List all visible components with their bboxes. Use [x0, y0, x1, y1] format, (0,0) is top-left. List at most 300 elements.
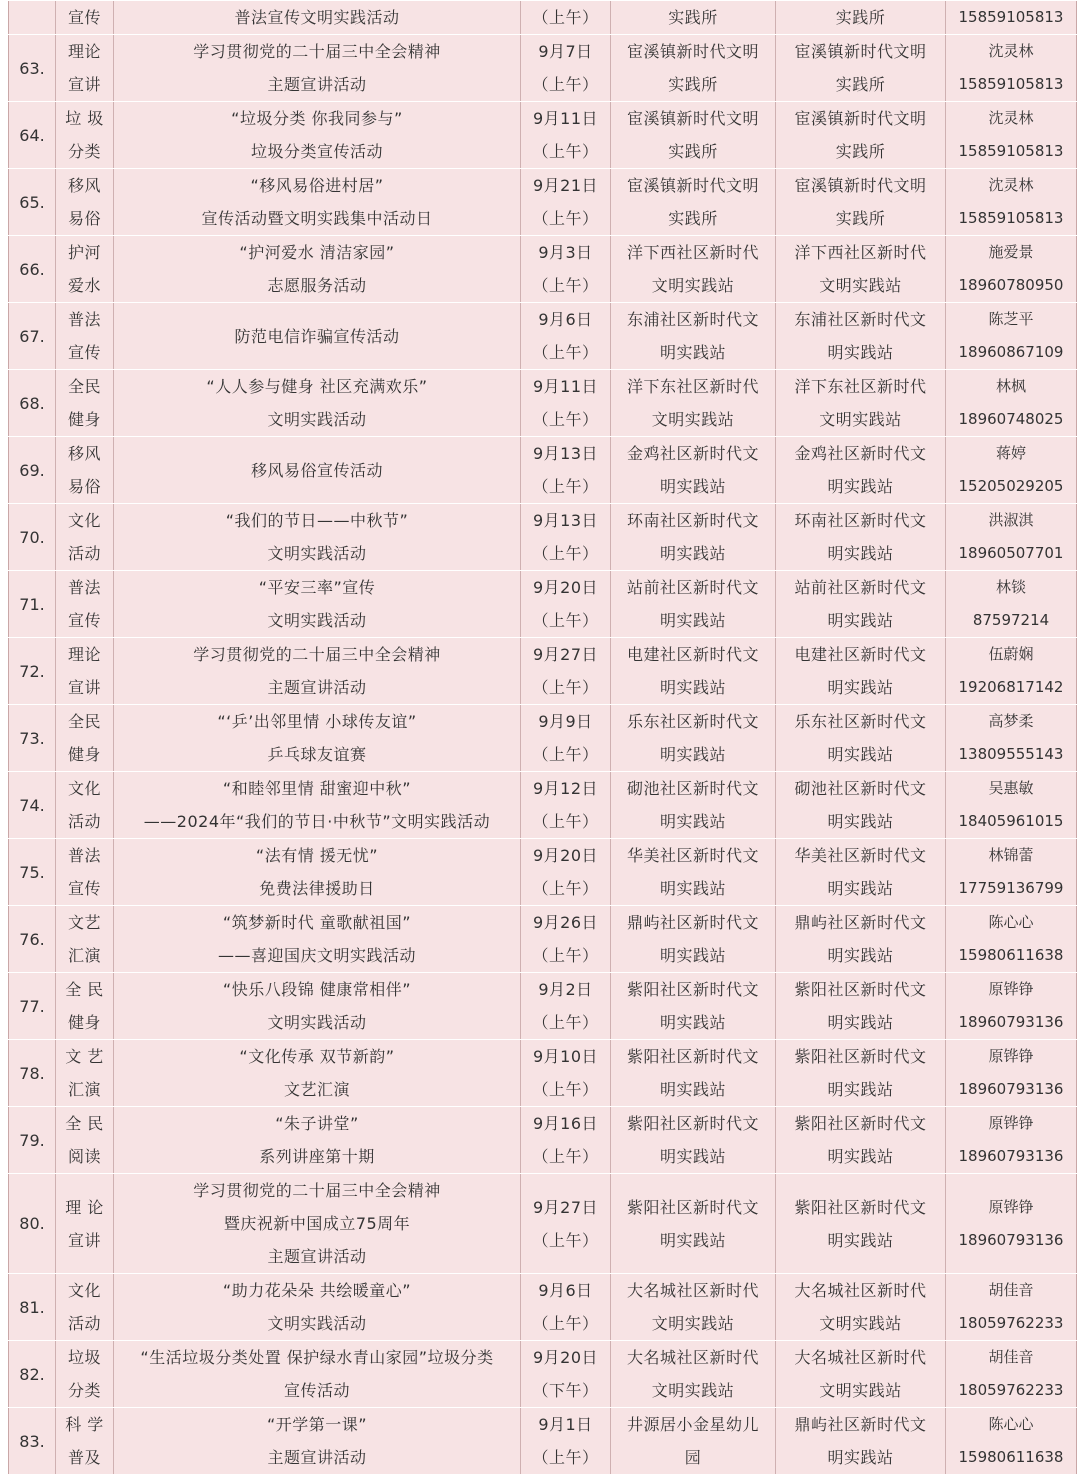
- location-cell: [776, 1107, 946, 1174]
- location-cell: [776, 169, 946, 236]
- date-cell-line: 9月27日: [532, 1197, 599, 1217]
- category-cell: [56, 705, 114, 772]
- date-cell-line: （上午）: [532, 343, 599, 362]
- date-cell-line: （上午）: [532, 8, 599, 27]
- table-row: [9, 437, 1077, 504]
- category-cell-line: 汇演: [67, 946, 101, 965]
- location-cell-line: 洋下东社区新时代: [794, 377, 927, 396]
- date-cell-line: 9月26日: [532, 913, 599, 932]
- contact-cell-line: 伍蔚娴: [988, 645, 1034, 663]
- activity-cell-line: “开学第一课”: [266, 1415, 368, 1434]
- table-row: [9, 370, 1077, 437]
- activity-cell-line: “护河爱水 清洁家园”: [239, 243, 395, 262]
- activity-cell: [114, 906, 521, 973]
- date-cell: [521, 1341, 611, 1408]
- location-cell-line: 文明实践站: [819, 1314, 902, 1333]
- category-cell: [56, 839, 114, 906]
- location-cell-line: 大名城社区新时代: [794, 1281, 927, 1300]
- activity-cell: [114, 35, 521, 102]
- activity-cell-line: “移风易俗进村居”: [250, 176, 384, 195]
- contact-cell: [946, 705, 1077, 772]
- date-cell-line: （上午）: [532, 1080, 599, 1099]
- organizer-cell: [611, 370, 776, 437]
- date-cell-line: （上午）: [532, 142, 599, 161]
- organizer-cell-line: 电建社区新时代文: [626, 645, 759, 664]
- date-cell-line: （上午）: [532, 1314, 599, 1333]
- category-cell-line: 阅读: [67, 1147, 101, 1166]
- contact-cell-line: 18960780950: [958, 276, 1064, 294]
- location-cell: [776, 571, 946, 638]
- contact-cell-line: 沈灵林: [988, 109, 1034, 127]
- date-cell-line: （上午）: [532, 75, 599, 94]
- location-cell: [776, 1, 946, 35]
- location-cell: [776, 1174, 946, 1274]
- date-cell-line: （上午）: [532, 611, 599, 630]
- location-cell-line: 明实践站: [827, 1230, 894, 1250]
- location-cell-line: 鼎屿社区新时代文: [794, 1415, 927, 1434]
- organizer-cell-line: 明实践站: [659, 745, 726, 764]
- location-cell-line: 明实践站: [827, 745, 894, 764]
- organizer-cell-line: 实践所: [668, 142, 718, 161]
- organizer-cell-line: 明实践站: [659, 946, 726, 965]
- location-cell: [776, 1040, 946, 1107]
- organizer-cell-line: 紫阳社区新时代文: [626, 1047, 759, 1066]
- contact-cell-line: 15980611638: [958, 946, 1064, 964]
- category-cell-line: 全民: [67, 712, 101, 731]
- location-cell-line: 明实践站: [827, 879, 894, 898]
- category-cell-line: 分类: [67, 142, 101, 161]
- location-cell: [776, 1274, 946, 1341]
- row-number-cell: 67.: [9, 303, 56, 370]
- location-cell-line: 华美社区新时代文: [794, 846, 927, 865]
- date-cell: [521, 973, 611, 1040]
- category-cell-line: 健身: [67, 745, 101, 764]
- activity-cell-line: “我们的节日——中秋节”: [225, 511, 409, 530]
- activity-cell-line: 主题宣讲活动: [267, 75, 367, 94]
- category-cell-line: 移风: [67, 176, 101, 195]
- category-cell-line: 汇演: [67, 1080, 101, 1099]
- category-cell: [56, 1107, 114, 1174]
- date-cell-line: （上午）: [532, 1230, 599, 1250]
- date-cell-line: （上午）: [532, 812, 599, 831]
- location-cell-line: 明实践站: [827, 1013, 894, 1032]
- organizer-cell-line: 宦溪镇新时代文明: [626, 42, 759, 61]
- contact-cell-line: 林锦蕾: [988, 846, 1034, 864]
- contact-cell-line: 胡佳音: [988, 1348, 1034, 1366]
- location-cell-line: 明实践站: [827, 544, 894, 563]
- activity-cell: [114, 437, 521, 504]
- category-cell: [56, 973, 114, 1040]
- organizer-cell-line: 园: [684, 1448, 702, 1467]
- date-cell-line: 9月6日: [538, 310, 593, 329]
- category-cell-line: 分类: [67, 1381, 101, 1400]
- contact-cell: [946, 504, 1077, 571]
- location-cell-line: 鼎屿社区新时代文: [794, 913, 927, 932]
- date-cell: [521, 236, 611, 303]
- category-cell-line: 普及: [67, 1448, 101, 1467]
- activity-cell-line: ——2024年“我们的节日·中秋节”文明实践活动: [143, 812, 491, 831]
- date-cell: [521, 638, 611, 705]
- activity-cell-line: 乒乓球友谊赛: [267, 745, 367, 764]
- category-cell-line: 爱水: [67, 276, 101, 295]
- date-cell-line: 9月3日: [538, 243, 593, 262]
- date-cell: [521, 437, 611, 504]
- category-cell: [56, 1274, 114, 1341]
- date-cell-line: 9月20日: [532, 1348, 599, 1367]
- date-cell-line: 9月13日: [532, 511, 599, 530]
- activity-cell-line: 垃圾分类宣传活动: [250, 142, 383, 161]
- activity-cell-line: 宣传活动: [283, 1381, 350, 1400]
- activity-cell: [114, 1107, 521, 1174]
- location-cell-line: 明实践站: [827, 1147, 894, 1166]
- contact-cell: [946, 1274, 1077, 1341]
- activity-cell-line: ——喜迎国庆文明实践活动: [217, 946, 416, 965]
- table-row: [9, 571, 1077, 638]
- organizer-cell-line: 文明实践站: [651, 410, 735, 429]
- activity-cell-line: 文明实践活动: [267, 1314, 367, 1333]
- organizer-cell-line: 宦溪镇新时代文明: [626, 109, 759, 128]
- category-cell-line: 普法: [67, 310, 101, 329]
- contact-cell-line: 18960748025: [958, 410, 1064, 428]
- activity-cell-line: 防范电信诈骗宣传活动: [234, 326, 400, 346]
- organizer-cell: [611, 638, 776, 705]
- location-cell-line: 紫阳社区新时代文: [794, 1047, 927, 1066]
- contact-cell-line: 沈灵林: [988, 176, 1034, 194]
- category-cell: [56, 1, 114, 35]
- activity-cell-line: 文艺汇演: [283, 1080, 350, 1099]
- table-row: [9, 504, 1077, 571]
- date-cell-line: 9月13日: [532, 444, 599, 463]
- contact-cell-line: 15205029205: [958, 477, 1064, 495]
- category-cell-line: 垃 圾: [65, 109, 104, 128]
- location-cell-line: 紫阳社区新时代文: [794, 1114, 927, 1133]
- organizer-cell: [611, 1, 776, 35]
- category-cell: [56, 102, 114, 169]
- table-row: [9, 1107, 1077, 1174]
- category-cell-line: 宣传: [67, 879, 101, 898]
- location-cell-line: 东浦社区新时代文: [794, 310, 927, 329]
- organizer-cell-line: 明实践站: [659, 879, 726, 898]
- date-cell: [521, 1174, 611, 1274]
- contact-cell: [946, 102, 1077, 169]
- location-cell-line: 明实践站: [827, 477, 894, 496]
- table-row: [9, 973, 1077, 1040]
- date-cell: [521, 504, 611, 571]
- row-number-cell: 83.: [9, 1408, 56, 1475]
- category-cell-line: 文化: [67, 779, 101, 798]
- date-cell-line: （上午）: [532, 678, 599, 697]
- activity-cell: [114, 1, 521, 35]
- category-cell-line: 活动: [67, 544, 101, 563]
- contact-cell-line: 15859105813: [958, 8, 1064, 26]
- organizer-cell-line: 大名城社区新时代: [626, 1348, 759, 1367]
- location-cell-line: 明实践站: [827, 1448, 894, 1467]
- contact-cell: [946, 638, 1077, 705]
- contact-cell: [946, 35, 1077, 102]
- row-number-cell: 70.: [9, 504, 56, 571]
- row-number-cell: 64.: [9, 102, 56, 169]
- organizer-cell-line: 明实践站: [659, 343, 726, 362]
- activity-cell-line: “法有情 援无忧”: [255, 846, 379, 865]
- activity-cell-line: 文明实践活动: [267, 1013, 367, 1032]
- organizer-cell-line: 洋下西社区新时代: [626, 243, 759, 262]
- row-number-cell: 71.: [9, 571, 56, 638]
- location-cell: [776, 504, 946, 571]
- activity-cell-line: “生活垃圾分类处置 保护绿水青山家园”垃圾分类: [140, 1348, 494, 1367]
- organizer-cell-line: 明实践站: [659, 1080, 726, 1099]
- contact-cell-line: 高梦柔: [988, 712, 1034, 730]
- table-row: [9, 839, 1077, 906]
- contact-cell-line: 15859105813: [958, 209, 1064, 227]
- date-cell-line: 9月1日: [538, 1415, 593, 1434]
- activity-cell: [114, 303, 521, 370]
- date-cell: [521, 1274, 611, 1341]
- contact-cell-line: 18960793136: [958, 1080, 1064, 1098]
- row-number-cell: 72.: [9, 638, 56, 705]
- activity-cell-line: 学习贯彻党的二十届三中全会精神: [193, 42, 441, 61]
- activity-cell-line: 志愿服务活动: [267, 276, 367, 295]
- location-cell-line: 实践所: [835, 209, 886, 228]
- organizer-cell-line: 实践所: [668, 8, 718, 27]
- contact-cell-line: 原铧铮: [988, 1047, 1034, 1065]
- contact-cell-line: 吴惠敏: [988, 779, 1034, 797]
- date-cell: [521, 102, 611, 169]
- contact-cell-line: 18059762233: [958, 1314, 1064, 1332]
- activity-cell-line: 文明实践活动: [267, 611, 367, 630]
- date-cell-line: （上午）: [532, 544, 599, 563]
- activity-cell: [114, 571, 521, 638]
- category-cell-line: 易俗: [67, 209, 101, 228]
- contact-cell-line: 林锬: [995, 578, 1026, 596]
- activity-cell: [114, 772, 521, 839]
- contact-cell: [946, 1, 1077, 35]
- location-cell: [776, 437, 946, 504]
- location-cell: [776, 973, 946, 1040]
- category-cell-line: 理论: [67, 42, 101, 61]
- location-cell: [776, 638, 946, 705]
- location-cell-line: 紫阳社区新时代文: [794, 980, 927, 999]
- row-number-cell: 76.: [9, 906, 56, 973]
- date-cell: [521, 1408, 611, 1475]
- location-cell-line: 乐东社区新时代文: [794, 712, 927, 731]
- category-cell: [56, 370, 114, 437]
- contact-cell-line: 沈灵林: [988, 42, 1034, 60]
- date-cell-line: （上午）: [532, 410, 599, 429]
- activity-cell-line: 普法宣传文明实践活动: [234, 8, 400, 27]
- category-cell: [56, 772, 114, 839]
- category-cell: [56, 169, 114, 236]
- category-cell-line: 文艺: [67, 913, 101, 932]
- date-cell: [521, 169, 611, 236]
- organizer-cell-line: 文明实践站: [651, 1381, 735, 1400]
- table-row: [9, 1274, 1077, 1341]
- activity-cell: [114, 839, 521, 906]
- contact-cell: [946, 437, 1077, 504]
- date-cell: [521, 1107, 611, 1174]
- organizer-cell-line: 洋下东社区新时代: [626, 377, 759, 396]
- contact-cell: [946, 1174, 1077, 1274]
- organizer-cell-line: 明实践站: [659, 678, 726, 697]
- date-cell: [521, 571, 611, 638]
- date-cell-line: （上午）: [532, 209, 599, 228]
- date-cell: [521, 370, 611, 437]
- contact-cell-line: 15859105813: [958, 142, 1064, 160]
- date-cell: [521, 839, 611, 906]
- table-body: [9, 1, 1077, 1475]
- location-cell-line: 文明实践站: [819, 410, 902, 429]
- contact-cell: [946, 772, 1077, 839]
- location-cell-line: 宦溪镇新时代文明: [794, 42, 927, 61]
- organizer-cell: [611, 236, 776, 303]
- row-number-cell: [9, 1, 56, 35]
- contact-cell-line: 陈芝平: [988, 310, 1034, 328]
- organizer-cell-line: 明实践站: [659, 1147, 726, 1166]
- organizer-cell: [611, 705, 776, 772]
- activity-cell-line: 文明实践活动: [267, 544, 367, 563]
- contact-cell: [946, 839, 1077, 906]
- table-row: [9, 772, 1077, 839]
- category-cell-line: 文 艺: [65, 1047, 104, 1066]
- contact-cell-line: 18960867109: [958, 343, 1064, 361]
- contact-cell: [946, 1408, 1077, 1475]
- date-cell: [521, 35, 611, 102]
- activity-schedule-table: [8, 0, 1077, 1475]
- location-cell-line: 宦溪镇新时代文明: [794, 176, 927, 195]
- date-cell-line: （上午）: [532, 1013, 599, 1032]
- category-cell: [56, 1408, 114, 1475]
- table-row: [9, 236, 1077, 303]
- activity-cell-line: “朱子讲堂”: [275, 1114, 359, 1133]
- category-cell-line: 科 学: [65, 1415, 104, 1434]
- row-number-cell: 81.: [9, 1274, 56, 1341]
- contact-cell-line: 陈心心: [988, 1415, 1034, 1433]
- location-cell-line: 大名城社区新时代: [794, 1348, 927, 1367]
- contact-cell: [946, 1040, 1077, 1107]
- contact-cell-line: 原铧铮: [988, 1114, 1034, 1132]
- location-cell-line: 实践所: [835, 75, 886, 94]
- organizer-cell-line: 明实践站: [659, 477, 726, 496]
- table-row: [9, 906, 1077, 973]
- category-cell-line: 健身: [67, 410, 101, 429]
- contact-cell-line: 18960507701: [958, 544, 1064, 562]
- date-cell: [521, 1040, 611, 1107]
- organizer-cell-line: 明实践站: [659, 812, 726, 831]
- category-cell-line: 宣讲: [67, 75, 101, 94]
- contact-cell-line: 87597214: [972, 611, 1050, 629]
- category-cell-line: 健身: [67, 1013, 101, 1032]
- table-row: [9, 1040, 1077, 1107]
- activity-cell: [114, 1274, 521, 1341]
- category-cell-line: 文化: [67, 511, 101, 530]
- location-cell-line: 洋下西社区新时代: [794, 243, 927, 262]
- date-cell-line: （上午）: [532, 745, 599, 764]
- location-cell-line: 环南社区新时代文: [794, 511, 927, 530]
- location-cell: [776, 839, 946, 906]
- location-cell: [776, 1408, 946, 1475]
- activity-cell: [114, 504, 521, 571]
- location-cell: [776, 370, 946, 437]
- date-cell-line: 9月11日: [532, 109, 599, 128]
- contact-cell-line: 原铧铮: [988, 1197, 1034, 1216]
- contact-cell: [946, 973, 1077, 1040]
- organizer-cell: [611, 303, 776, 370]
- organizer-cell: [611, 973, 776, 1040]
- category-cell-line: 活动: [67, 1314, 101, 1333]
- category-cell: [56, 638, 114, 705]
- table-row: [9, 303, 1077, 370]
- category-cell-line: 移风: [67, 444, 101, 463]
- organizer-cell-line: 明实践站: [659, 611, 726, 630]
- table-row: [9, 169, 1077, 236]
- organizer-cell-line: 鼎屿社区新时代文: [626, 913, 759, 932]
- category-cell-line: 宣传: [67, 8, 101, 27]
- organizer-cell-line: 明实践站: [659, 544, 726, 563]
- organizer-cell: [611, 571, 776, 638]
- category-cell-line: 全 民: [65, 980, 104, 999]
- category-cell: [56, 1040, 114, 1107]
- organizer-cell: [611, 839, 776, 906]
- category-cell: [56, 303, 114, 370]
- organizer-cell: [611, 1274, 776, 1341]
- activity-cell: [114, 102, 521, 169]
- organizer-cell: [611, 1040, 776, 1107]
- location-cell-line: 明实践站: [827, 946, 894, 965]
- location-cell-line: 文明实践站: [819, 1381, 902, 1400]
- date-cell-line: （上午）: [532, 879, 599, 898]
- organizer-cell: [611, 1174, 776, 1274]
- location-cell: [776, 1341, 946, 1408]
- contact-cell-line: 15980611638: [958, 1448, 1064, 1466]
- organizer-cell-line: 实践所: [668, 209, 718, 228]
- row-number-cell: 73.: [9, 705, 56, 772]
- contact-cell-line: 19206817142: [958, 678, 1064, 696]
- category-cell-line: 全 民: [65, 1114, 104, 1133]
- activity-cell-line: “助力花朵朵 共绘暖童心”: [222, 1281, 412, 1300]
- organizer-cell: [611, 772, 776, 839]
- activity-cell-line: “快乐八段锦 健康常相伴”: [222, 980, 412, 999]
- activity-cell-line: 学习贯彻党的二十届三中全会精神: [193, 1181, 441, 1200]
- table-row: [9, 638, 1077, 705]
- category-cell-line: 全民: [67, 377, 101, 396]
- organizer-cell-line: 宦溪镇新时代文明: [626, 176, 759, 195]
- category-cell-line: 宣传: [67, 611, 101, 630]
- organizer-cell-line: 明实践站: [659, 1230, 726, 1250]
- date-cell: [521, 303, 611, 370]
- date-cell-line: 9月16日: [532, 1114, 599, 1133]
- activity-cell-line: 学习贯彻党的二十届三中全会精神: [193, 645, 441, 664]
- activity-cell: [114, 236, 521, 303]
- category-cell-line: 普法: [67, 578, 101, 597]
- organizer-cell-line: 文明实践站: [651, 1314, 735, 1333]
- table-row: [9, 705, 1077, 772]
- organizer-cell: [611, 169, 776, 236]
- location-cell-line: 宦溪镇新时代文明: [794, 109, 927, 128]
- contact-cell-line: 17759136799: [958, 879, 1064, 897]
- category-cell: [56, 906, 114, 973]
- organizer-cell-line: 华美社区新时代文: [626, 846, 759, 865]
- row-number-cell: 82.: [9, 1341, 56, 1408]
- category-cell: [56, 1341, 114, 1408]
- row-number-cell: 74.: [9, 772, 56, 839]
- activity-cell-line: 主题宣讲活动: [267, 1247, 367, 1266]
- category-cell-line: 理论: [67, 645, 101, 664]
- date-cell-line: 9月20日: [532, 846, 599, 865]
- location-cell: [776, 303, 946, 370]
- date-cell-line: 9月20日: [532, 578, 599, 597]
- organizer-cell-line: 井源居小金星幼儿: [626, 1415, 759, 1434]
- date-cell-line: 9月12日: [532, 779, 599, 798]
- category-cell-line: 宣传: [67, 343, 101, 362]
